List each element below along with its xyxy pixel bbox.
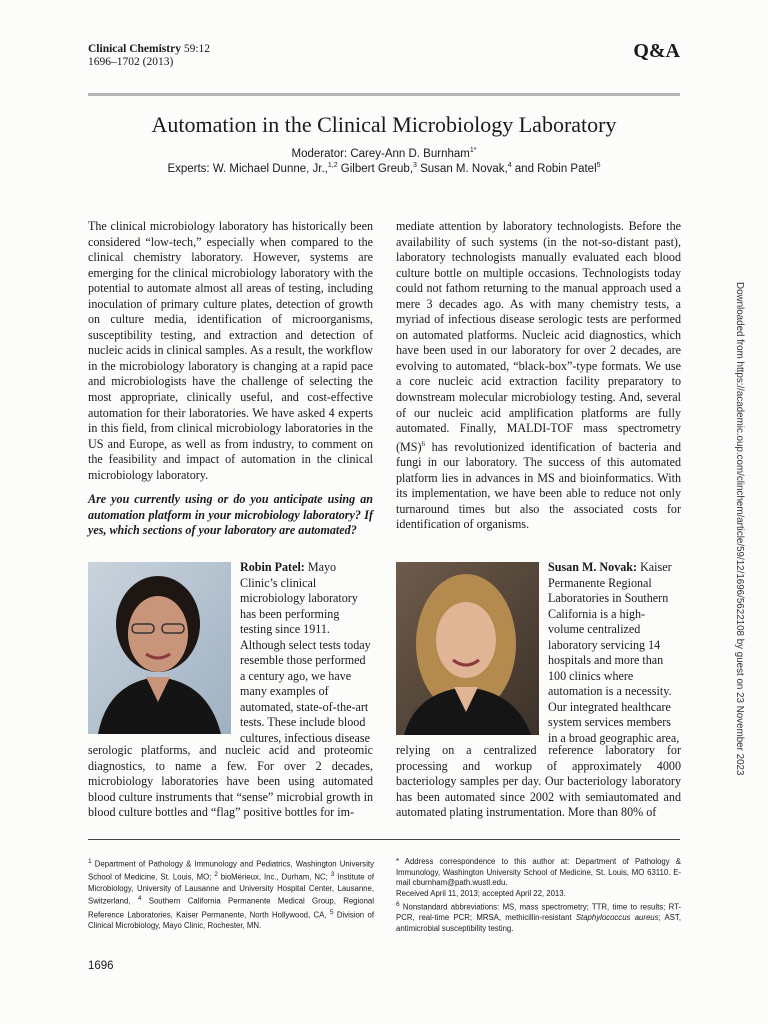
- abbreviations-note: $^6$ Nonstandard abbreviations: MS, mass spectrometry; TTR, time to results; RT-PCR, real-time PCR; MRSA, methicillin-resistant Staphylococcus aureus; AST, antimicrobial susceptibility testing.: [396, 900, 681, 933]
- download-notice: Downloaded from https://academic.oup.com/clinchem/article/59/12/1696/5622108 by guest on 23 November 2023: [734, 282, 745, 776]
- header-rule: [88, 93, 680, 96]
- expert-name-patel: Robin Patel:: [240, 560, 305, 574]
- expert-name-novak: Susan M. Novak:: [548, 560, 638, 574]
- correspondence-note: * Address correspondence to this author at: Department of Pathology & Immunology, Washington University School of Medicine, St. Louis, MO 63110. E-mail cburnham@path.wustl.edu.: [396, 857, 681, 888]
- affiliation-footnotes: $^1$ Department of Pathology & Immunology and Pediatrics, Washington University School of Medicine, St. Louis, MO; $^2$ bioMérieux, Inc., Durham, NC; $^3$ Institute of Microbiology, University of Lausanne and University Hospital Center, Lausanne, Switzerland, $^4$ Southern California Permanente Medical Group, Regional Reference Laboratories, Kaiser Permanente, North Hollywood, CA, $^5$ Division of Clinical Microbiology, Mayo Clinic, Rochester, MN.: [88, 858, 374, 930]
- robin-patel-photo: [88, 562, 231, 734]
- right-column: mediate attention by laboratory technologists. Before the availability of such systems (in the not-so-distant past), laboratory technologists manually evaluated each blood culture bottle on multiple occasions. Technologists today could not fathom returning to the manual approach used a mere 3 decades ago. As with many chemistry tests, a myriad of infectious disease serologic tests are performed on automated platforms. Nucleic acid diagnostics, which have been used in our laboratory for over 2 decades, are evolving to automated, “black-box”-type formats. We use a core nucleic acid extraction facility preparatory to downstream molecular microbiology testing. And, several of our nucleic acid amplification platforms are fully automated. Finally, MALDI-TOF mass spectrometry (MS)$^6$ has revolutionized identification of bacteria and fungi in our laboratory. The success of this automated platform lies in advances in MS and bioinformatics. With its implementation, we have been able to reduce not only turnaround times but also the associated costs for identification of organisms.: [396, 219, 681, 532]
- patel-answer-wrap: Robin Patel: Mayo Clinic’s clinical microbiology laboratory has been performing testing since 1911. Although select tests today resemble those performed a century ago, we have many examples of automated, state-of-the-art tests. These include blood cultures, infectious disease: [240, 560, 371, 746]
- article-title: Automation in the Clinical Microbiology Laboratory: [151, 112, 617, 137]
- correspondence-footnotes: [396, 857, 681, 935]
- susan-novak-photo: [396, 562, 539, 735]
- patel-answer-continued: serologic platforms, and nucleic acid and proteomic diagnostics, to name a few. For over 2 decades, microbiology laboratories have been using automated blood culture instruments that “sense” microbial growth in blood culture bottles and “flag” positive bottles for im-: [88, 743, 373, 820]
- moderator-line: Moderator: Carey-Ann D. Burnham$^{1*}$: [291, 147, 477, 160]
- journal-citation: [88, 43, 210, 69]
- journal-name: Clinical Chemistry: [88, 43, 181, 55]
- novak-answer-wrap: Susan M. Novak: Kaiser Permanente Regional Laboratories in Southern California is a high-volume centralized laboratory servicing 14 hospitals and more than 100 clinics where automation is a necessity. Our integrated healthcare system services members in a broad geographic area,: [548, 560, 680, 746]
- intro-paragraph: The clinical microbiology laboratory has historically been considered “low-tech,” especially when compared to the clinical chemistry laboratory. However, systems are emerging for the clinical microbiology laboratory with the potential to automate almost all areas of testing, including inoculation of primary culture plates, detection of growth on culture media, identification of microorganisms, susceptibility testing, and extraction and detection of nucleic acids in clinical samples. As a result, the workflow in the microbiology laboratory is changing at a rapid pace and microbiologists have the challenge of selecting the most appropriate, clinically useful, and cost-effective automation for their laboratories. We have asked 4 experts in this field, from clinical microbiology laboratories in the US and Europe, as well as from industry, to comment on the feasibility and impact of automation in the clinical microbiology laboratory.: [88, 219, 373, 482]
- received-dates: Received April 11, 2013; accepted April 22, 2013.: [396, 889, 566, 899]
- volume-issue: 59:12: [183, 43, 211, 55]
- novak-answer-continued: relying on a centralized reference laboratory for processing and workup of approximately 4000 bacteriology samples per day. Our bacteriology laboratory has been automated since 2002 with semiautomated and automated plating instrumentation. More than 80% of: [396, 743, 681, 820]
- page-number: 1696: [88, 960, 114, 972]
- footnote-rule: [88, 839, 680, 840]
- experts-line: Experts: W. Michael Dunne, Jr.,$^{1,2}$ Gilbert Greub,$^3$ Susan M. Novak,$^4$ and Robin Patel$^5$: [167, 162, 601, 175]
- left-column: [88, 219, 373, 539]
- question-1: Are you currently using or do you anticipate using an automation platform in your microbiology laboratory? If yes, which sections of your laboratory are automated?: [88, 492, 373, 538]
- pages-year: 1696–1702 (2013): [88, 56, 174, 68]
- section-label: Q&A: [633, 40, 680, 62]
